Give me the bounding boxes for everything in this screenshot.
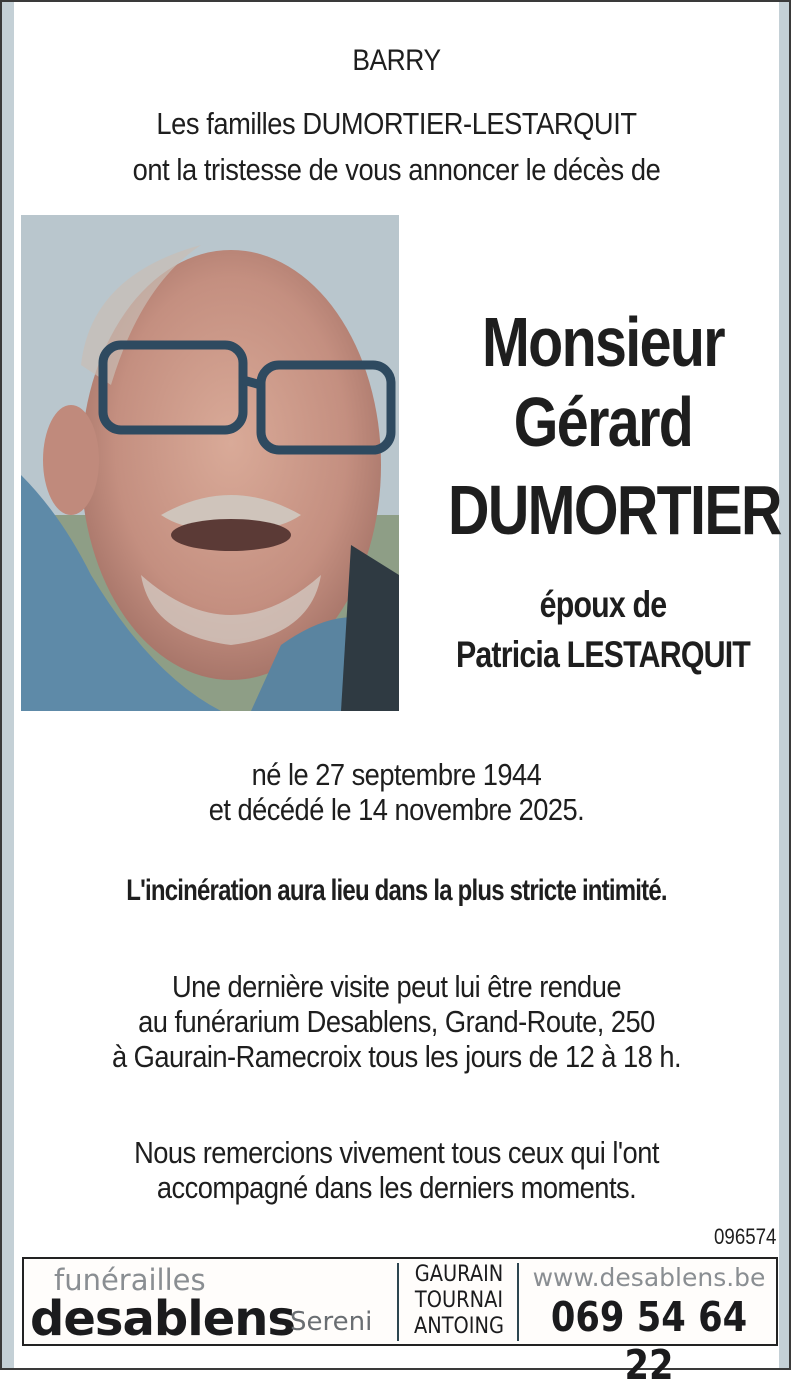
town-tournai: TOURNAI: [414, 1288, 504, 1313]
phone-number[interactable]: 069 54 64 22: [550, 1293, 748, 1389]
logo-sereni-text: Sereni: [290, 1307, 373, 1337]
spouse-label: époux de: [539, 584, 667, 625]
visit-line: Une dernière visite peut lui être rendue: [172, 969, 621, 1004]
funeral-home-banner: [22, 1257, 778, 1389]
village-name: BARRY: [352, 44, 441, 77]
birth-date-line: né le 27 septembre 1944: [251, 757, 542, 792]
website-link[interactable]: www.desablens.be: [532, 1263, 766, 1292]
portrait-illustration: [21, 215, 399, 711]
obituary-notice: [14, 2, 781, 1389]
announcement-line: ont la tristesse de vous annoncer le décès de: [132, 152, 661, 187]
visit-line: au funérarium Desablens, Grand-Route, 250: [138, 1004, 655, 1039]
logo-desablens-text: desablens: [30, 1291, 295, 1347]
deceased-first-name: Gérard: [513, 383, 693, 461]
thanks-line: Nous remercions vivement tous ceux qui l'ont: [134, 1135, 659, 1170]
death-date-line: et décédé le 14 novembre 2025.: [208, 792, 585, 827]
town-gaurain: GAURAIN: [414, 1262, 504, 1287]
family-line: Les familles DUMORTIER-LESTARQUIT: [156, 106, 637, 141]
portrait-photo: [21, 215, 399, 711]
banner-divider: [517, 1263, 519, 1341]
spouse-name: Patricia LESTARQUIT: [455, 634, 751, 675]
reference-number: 096574: [713, 1224, 776, 1249]
banner-divider: [397, 1263, 399, 1341]
logo-funerailles-text: funérailles: [54, 1263, 206, 1297]
town-list: [411, 1262, 508, 1340]
town-antoing: ANTOING: [413, 1314, 504, 1339]
visit-line: à Gaurain-Ramecroix tous les jours de 12 à 18 h.: [111, 1039, 682, 1074]
thanks-line: accompagné dans les derniers moments.: [156, 1170, 637, 1205]
cremation-notice: L'incinération aura lieu dans la plus stricte intimité.: [126, 874, 667, 907]
deceased-last-name: DUMORTIER: [448, 471, 781, 549]
deceased-title: Monsieur: [481, 303, 725, 381]
